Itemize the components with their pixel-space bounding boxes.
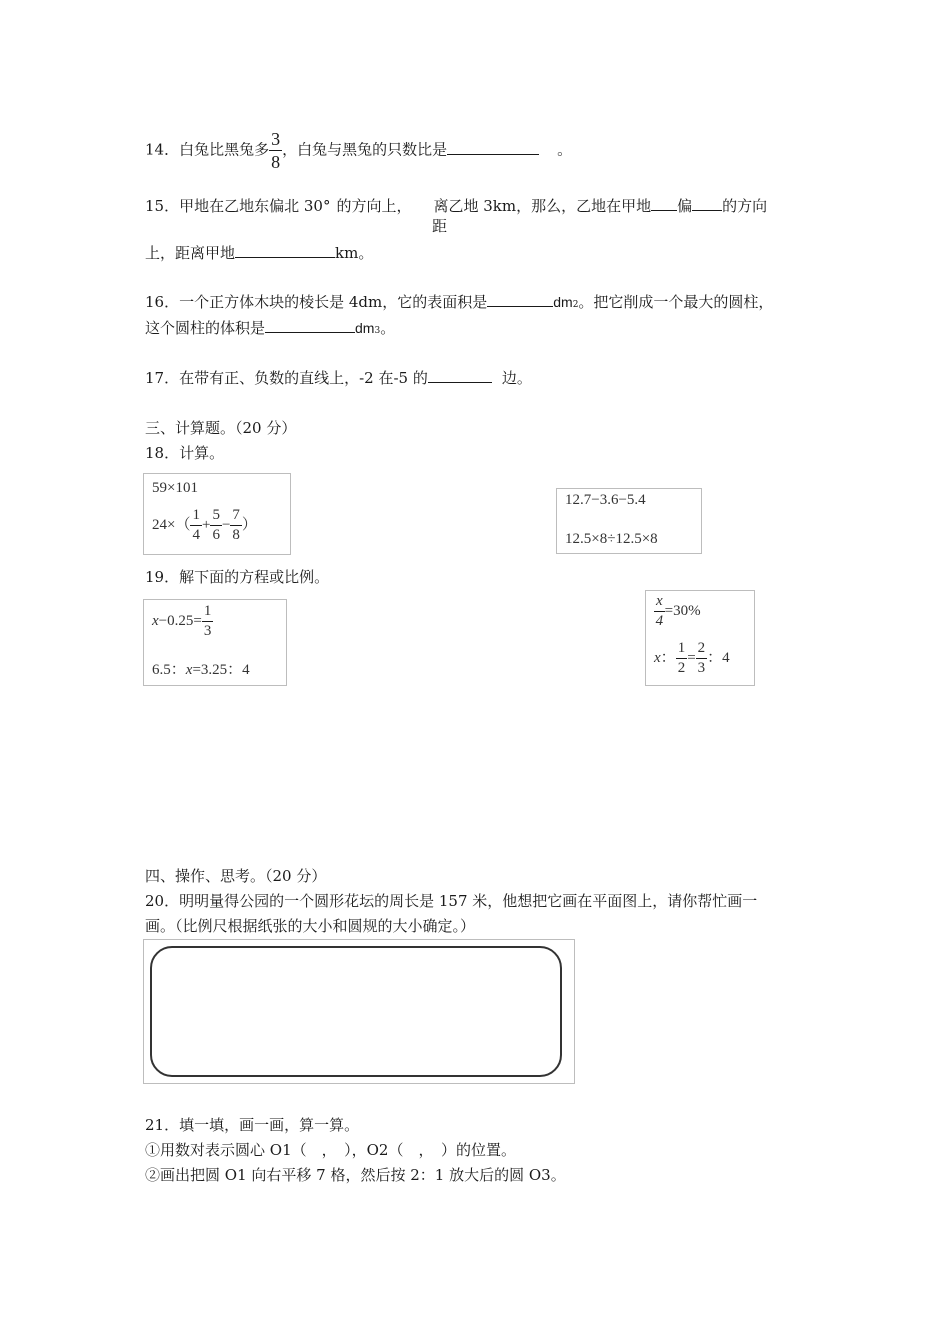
section-heading: 四、操作、思考。（20 分） xyxy=(145,867,327,885)
answer-blank[interactable] xyxy=(265,318,355,333)
question-19-title: 19．解下面的方程或比例。 xyxy=(145,568,330,586)
calc-box-2 xyxy=(556,488,702,554)
equation-box-1 xyxy=(143,599,287,686)
stray-character: 距 xyxy=(432,217,448,235)
equation: x−0.25= $\frac{1}{3}$ xyxy=(152,603,212,639)
fraction: $\frac{1}{4}$ xyxy=(192,507,200,543)
question-15-line2: 上，距离甲地 km。 xyxy=(145,244,374,262)
answer-blank[interactable] xyxy=(428,368,492,383)
fraction: $\frac{5}{6}$ xyxy=(212,507,220,543)
fraction: $\frac{x}{4}$ xyxy=(655,593,664,629)
question-21-line1: ①用数对表示圆心 O1（ ， ），O2（ ， ）的位置。 xyxy=(145,1141,516,1159)
question-20-line1: 20．明明量得公园的一个圆形花坛的周长是 157 米，他想把它画在平面图上，请你帮忙画一 xyxy=(145,892,758,910)
expression: 59×101 xyxy=(152,480,198,496)
fraction: $\frac{7}{8}$ xyxy=(232,507,240,543)
section-heading: 三、计算题。（20 分） xyxy=(145,419,297,437)
answer-blank[interactable] xyxy=(651,196,677,211)
question-text: 甲地在乙地东偏北 30° xyxy=(179,197,331,215)
fraction: $\frac{1}{3}$ xyxy=(203,603,212,639)
question-number: 15． xyxy=(145,197,180,215)
question-number: 17． xyxy=(145,369,180,387)
fraction: $\frac{1}{2}$ xyxy=(677,640,686,676)
question-text: 离乙地 3km，那么，乙地在甲地 xyxy=(433,197,652,215)
expression: 12.5×8÷12.5×8 xyxy=(565,531,658,547)
question-text: 白兔比黑兔多 xyxy=(179,140,270,159)
answer-blank[interactable] xyxy=(487,292,553,307)
equation: 6.5：x=3.25：4 xyxy=(152,662,250,678)
drawing-frame xyxy=(150,946,562,1077)
equation: x： $\frac{1}{2}$ = $\frac{2}{3}$ ：4 xyxy=(654,640,730,676)
answer-blank[interactable] xyxy=(235,243,335,258)
question-text: ，白兔与黑兔的只数比是 xyxy=(282,140,448,159)
fraction: $\frac{2}{3}$ xyxy=(697,640,706,676)
question-16: 16．一个正方体木块的棱长是 4dm，它的表面积是 dm2。把它削成一个最大的圆柱， xyxy=(145,293,774,311)
answer-blank[interactable] xyxy=(447,140,539,155)
question-number: 16． xyxy=(145,293,180,311)
question-text: 的方向上， xyxy=(336,197,412,215)
question-17: 17．在带有正、负数的直线上，-2 在-5 的 边。 xyxy=(145,369,532,387)
expression: 12.7−3.6−5.4 xyxy=(565,492,646,508)
expression: 24×（ $\frac{1}{4}$ + $\frac{5}{6}$ − $\frac{7}{8}$ ） xyxy=(152,507,257,543)
question-16-line2: 这个圆柱的体积是 dm3。 xyxy=(145,319,396,337)
fraction: $\frac{3}{8}$ xyxy=(271,129,281,172)
question-21-line2: ②画出把圆 O1 向右平移 7 格，然后按 2：1 放大后的圆 O3。 xyxy=(145,1166,566,1184)
question-14: 14．白兔比黑兔多 $\frac{3}{8}$ ，白兔与黑兔的只数比是 。 xyxy=(145,129,573,172)
answer-blank[interactable] xyxy=(692,196,722,211)
calc-box-1 xyxy=(143,473,291,555)
question-20-line2: 画。（比例尺根据纸张的大小和圆规的大小确定。） xyxy=(145,917,476,935)
equation: $\frac{x}{4}$ =30% xyxy=(655,593,701,629)
equation-box-2 xyxy=(645,590,755,686)
question-15: 15．甲地在乙地东偏北 30° 的方向上， 离乙地 3km，那么，乙地在甲地 偏 的方向 xyxy=(145,197,768,215)
question-21-title: 21．填一填，画一画，算一算。 xyxy=(145,1116,360,1134)
drawing-area[interactable] xyxy=(143,939,575,1084)
question-18-title: 18．计算。 xyxy=(145,444,225,462)
question-number: 14． xyxy=(145,140,180,159)
